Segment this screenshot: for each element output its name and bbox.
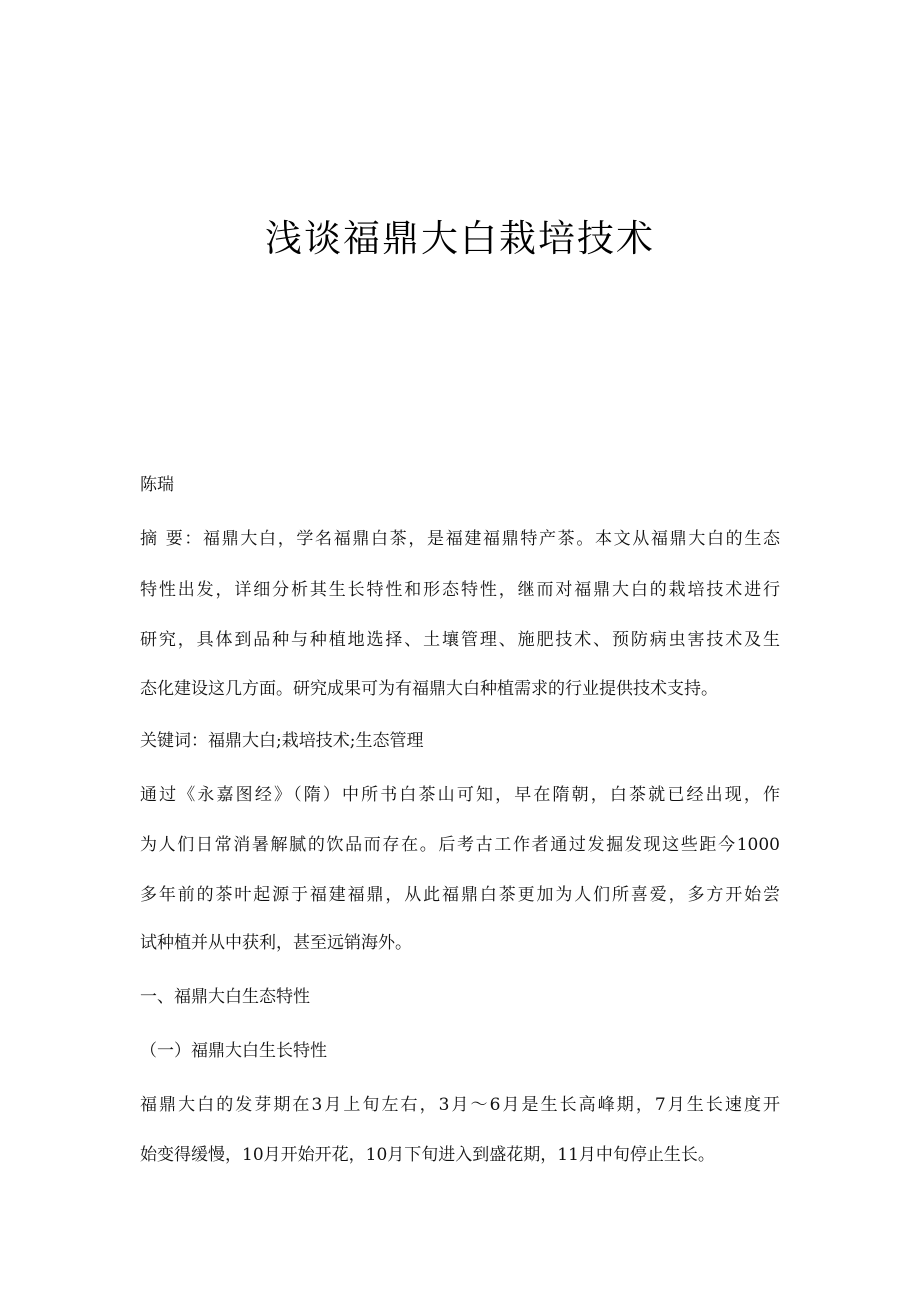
intro-line: 为人们日常消暑解腻的饮品而存在。后考古工作者通过发掘发现这些距今1000 <box>140 835 780 855</box>
growth-line: 福鼎大白的发芽期在3月上旬左右，3月～6月是生长高峰期，7月生长速度开 <box>140 1095 780 1115</box>
section-heading: 一、福鼎大白生态特性 <box>140 987 310 1007</box>
keywords: 关键词：福鼎大白;栽培技术;生态管理 <box>140 731 424 751</box>
abstract-line: 研究，具体到品种与种植地选择、土壤管理、施肥技术、预防病虫害技术及生 <box>140 630 780 650</box>
intro-line: 试种植并从中获利，甚至远销海外。 <box>140 933 412 953</box>
abstract-line: 态化建设这几方面。研究成果可为有福鼎大白种植需求的行业提供技术支持。 <box>140 679 718 699</box>
abstract-line: 特性出发，详细分析其生长特性和形态特性，继而对福鼎大白的栽培技术进行 <box>140 580 780 600</box>
growth-line: 始变得缓慢，10月开始开花，10月下旬进入到盛花期，11月中旬停止生长。 <box>140 1145 715 1165</box>
author-name: 陈瑞 <box>140 475 174 495</box>
document-title: 浅谈福鼎大白栽培技术 <box>265 217 655 260</box>
subsection-heading: （一）福鼎大白生长特性 <box>140 1041 327 1061</box>
abstract-line: 摘 要：福鼎大白，学名福鼎白茶，是福建福鼎特产茶。本文从福鼎大白的生态 <box>140 529 780 549</box>
intro-line: 多年前的茶叶起源于福建福鼎，从此福鼎白茶更加为人们所喜爱，多方开始尝 <box>140 885 780 905</box>
intro-line: 通过《永嘉图经》（隋）中所书白茶山可知，早在隋朝，白茶就已经出现，作 <box>140 785 780 805</box>
